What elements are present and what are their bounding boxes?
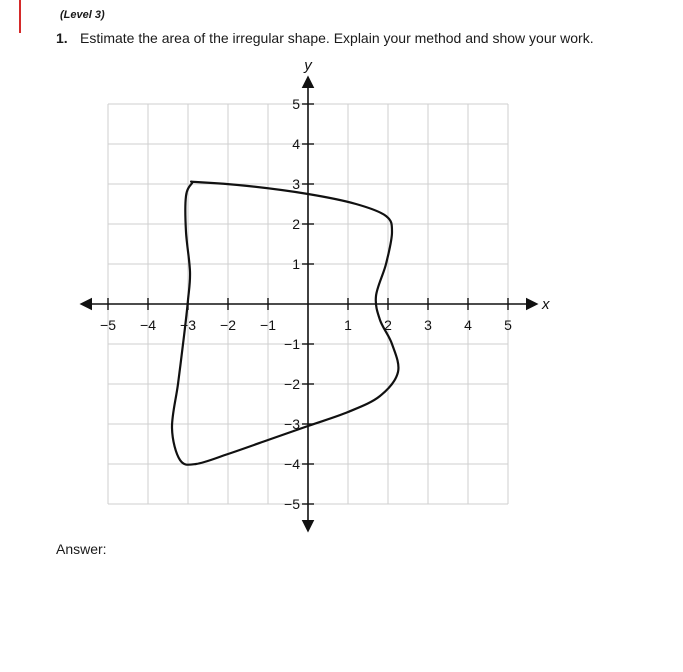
y-tick-label: 1	[292, 256, 300, 272]
x-tick-label: 1	[344, 317, 352, 333]
y-tick-label: 4	[292, 136, 300, 152]
y-tick-label: −1	[284, 336, 300, 352]
x-tick-label: −1	[260, 317, 276, 333]
y-tick-label: −2	[284, 376, 300, 392]
x-tick-label: 2	[384, 317, 392, 333]
level-label: (Level 3)	[60, 9, 105, 21]
x-tick-label: 5	[504, 317, 512, 333]
y-tick-label: −4	[284, 456, 300, 472]
x-tick-label: −3	[180, 317, 196, 333]
answer-label: Answer:	[56, 541, 107, 557]
y-tick-label: 2	[292, 216, 300, 232]
y-tick-label: −5	[284, 496, 300, 512]
y-tick-label: 3	[292, 176, 300, 192]
x-tick-label: −4	[140, 317, 156, 333]
x-axis-label: x	[542, 296, 550, 313]
question-number: 1.	[56, 30, 68, 46]
x-tick-label: −2	[220, 317, 236, 333]
x-tick-label: 3	[424, 317, 432, 333]
x-tick-label: 4	[464, 317, 472, 333]
y-tick-label: −3	[284, 416, 300, 432]
question-text: Estimate the area of the irregular shape. Explain your method and show your work.	[80, 30, 594, 46]
y-tick-label: 5	[292, 96, 300, 112]
x-tick-label: −5	[100, 317, 116, 333]
y-axis-label: y	[304, 57, 312, 74]
